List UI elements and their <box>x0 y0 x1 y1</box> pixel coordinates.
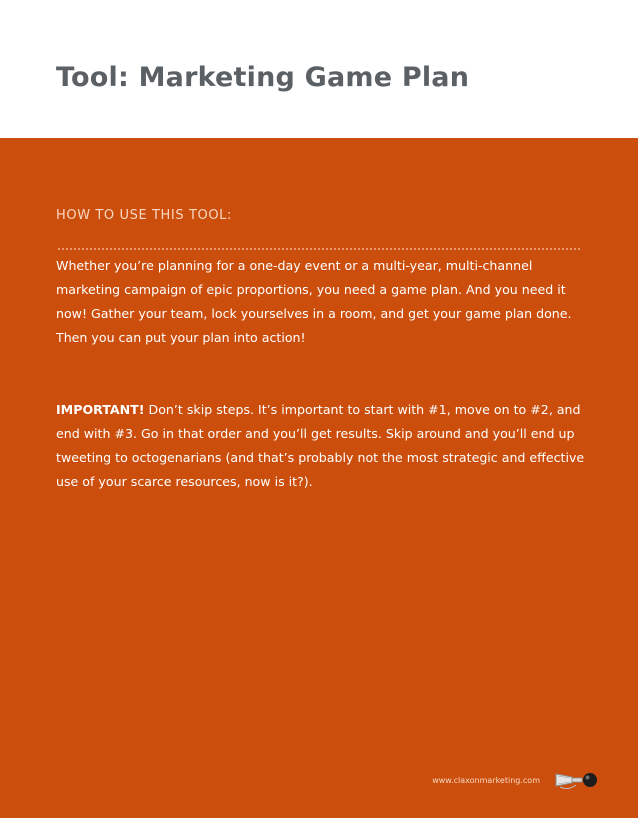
important-label: IMPORTANT! <box>56 402 145 417</box>
important-text: Don’t skip steps. It’s important to start with #1, move on to #2, and end with #3. Go in that order and you’ll get results. Skip around and you’ll end up tweeting to octogenarians (and that’s probably not the most strategic and effective use of your scarce resources, now is it?). <box>56 402 585 489</box>
intro-paragraph: Whether you’re planning for a one-day event or a multi-year, multi-channel marketing campaign of epic proportions, you need a game plan. And you need it now! Gather your team, lock yourselves in a room, and get your game plan done. Then you can put your plan into action! <box>56 258 572 345</box>
footer <box>432 768 600 792</box>
claxon-horn-icon <box>554 768 600 792</box>
instructions-panel <box>0 138 638 818</box>
dotted-divider <box>58 248 580 250</box>
page-header <box>0 0 638 138</box>
page-title: Tool: Marketing Game Plan <box>56 62 470 93</box>
important-paragraph <box>56 398 592 494</box>
footer-url[interactable]: www.claxonmarketing.com <box>432 775 540 785</box>
section-heading: HOW TO USE THIS TOOL: <box>56 208 232 223</box>
bottom-margin <box>0 818 638 826</box>
